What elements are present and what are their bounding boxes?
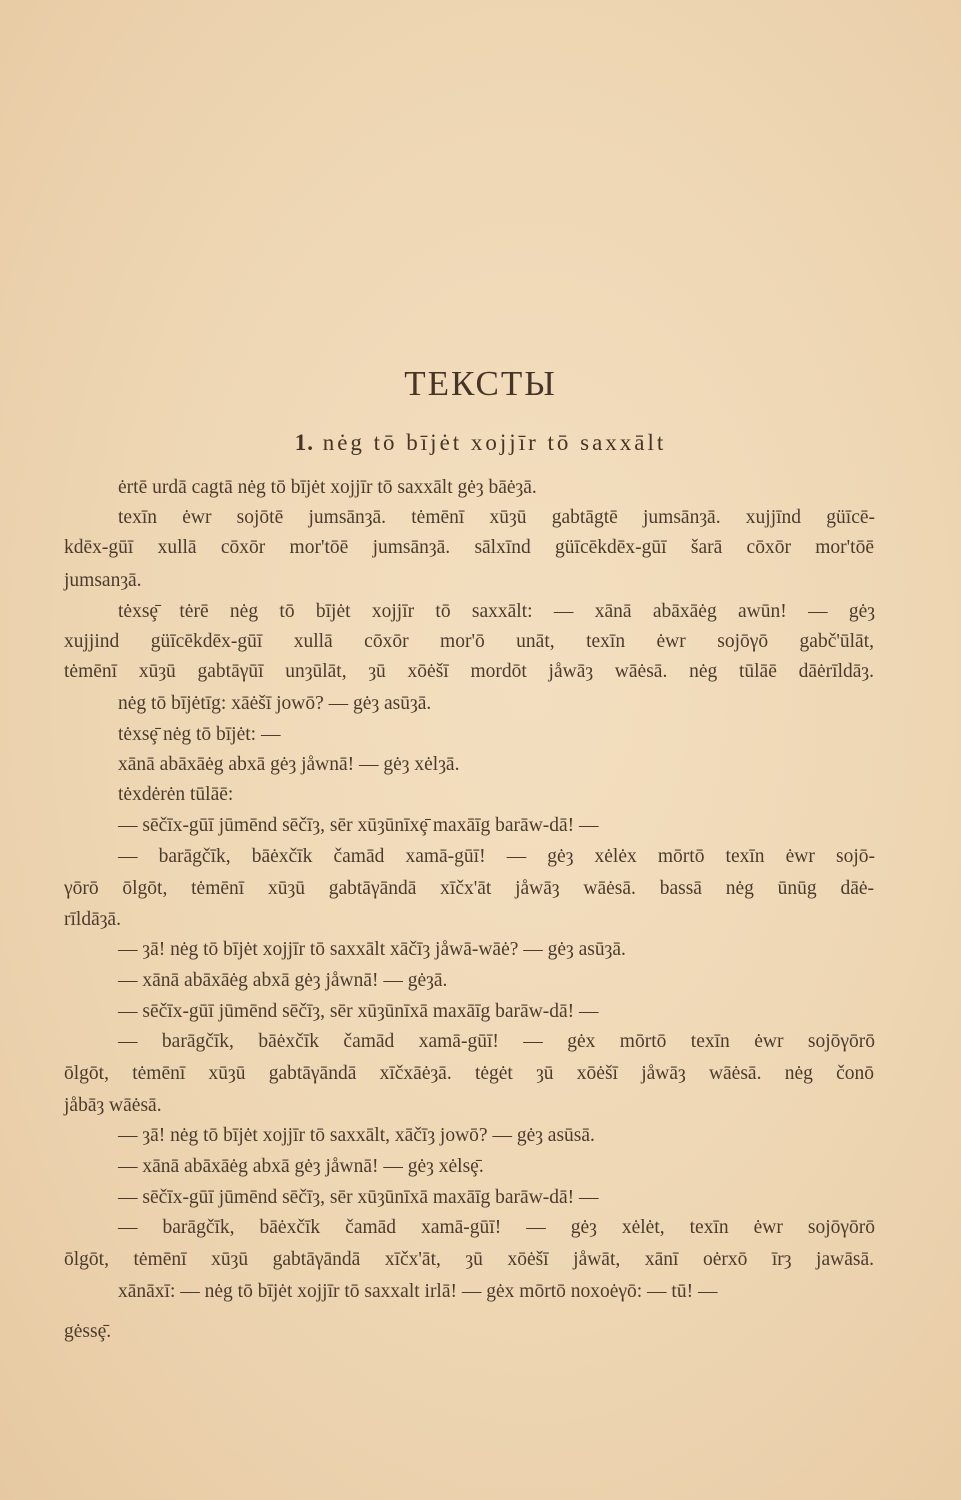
- text-line: xānā abāxāėg abxā gėȝ jåwnā! — gėȝ xėlȝā.: [118, 754, 460, 775]
- text-line: — xānā abāxāėg abxā gėȝ jåwnā! — gėȝ xėlsȩ̄.: [118, 1156, 484, 1177]
- text-line: — ȝā! nėg tō bījėt xojjīr tō saxxālt, xāčīȝ jowō? — gėȝ asūsā.: [118, 1125, 595, 1146]
- text-line: xānāxī: — nėg tō bījėt xojjīr tō saxxalt irlā! — gėx mōrtō noxoėγō: — tū! —: [118, 1281, 718, 1302]
- text-line: rīldāȝā.: [64, 909, 121, 930]
- text-line: texīn ėwr sojōtē jumsānȝā. tėmēnī xūȝū gabtāgtē jumsānȝā. xujjīnd güīcē-: [118, 507, 875, 528]
- text-line: xujjind güīcēkdēx-gūī xullā cōxōr mor'ō unāt, texīn ėwr sojōγō gabč'ūlāt,: [64, 631, 874, 652]
- text-line: tėmēnī xūȝū gabtāγūī unȝūlāt, ȝū xōėšī mordōt jåwāȝ wāėsā. nėg tūlāē dāėrīldāȝ.: [64, 661, 874, 682]
- text-line: — xānā abāxāėg abxā gėȝ jåwnā! — gėȝā.: [118, 970, 448, 991]
- text-line: — sēčīx-gūī jūmēnd sēčīȝ, sēr xūȝūnīxā maxāīg barāw-dā! —: [118, 1187, 599, 1208]
- text-line: jåbāȝ wāėsā.: [64, 1095, 162, 1116]
- text-line: γōrō ōlgōt, tėmēnī xūȝū gabtāγāndā xīčx'āt jåwāȝ wāėsā. bassā nėg ūnūg dāė-: [64, 878, 874, 899]
- text-line: nėg tō bījėtīg: xāėšī jowō? — gėȝ asūȝā.: [118, 693, 432, 714]
- text-line: tėxsȩ̄ tėrē nėg tō bījėt xojjīr tō saxxālt: — xānā abāxāėg awūn! — gėȝ: [118, 601, 875, 622]
- section-heading: [0, 430, 961, 456]
- text-line: — barāgčīk, bāėxčīk čamād xamā-gūī! — gėȝ xėlėt, texīn ėwr sojōγōrō: [118, 1217, 875, 1238]
- text-line: tėxsȩ̄ nėg tō bījėt: —: [118, 724, 281, 745]
- section-number: 1.: [294, 430, 314, 455]
- text-line: — sēčīx-gūī jūmēnd sēčīȝ, sēr xūȝūnīxā maxāīg barāw-dā! —: [118, 1001, 599, 1022]
- text-line: kdēx-gūī xullā cōxōr mor'tōē jumsānȝā. sālxīnd güīcēkdēx-gūī šarā cōxōr mor'tōē: [64, 537, 874, 558]
- text-line: — barāgčīk, bāėxčīk čamād xamā-gūī! — gėȝ xėlėx mōrtō texīn ėwr sojō-: [118, 846, 875, 867]
- text-line: ōlgōt, tėmēnī xūȝū gabtāγāndā xīčx'āt, ȝū xōėšī jåwāt, xānī oėrxō īrȝ jawāsā.: [64, 1249, 874, 1270]
- text-line: tėxdėrėn tūlāē:: [118, 784, 234, 805]
- text-line: — ȝā! nėg tō bījėt xojjīr tō saxxālt xāčīȝ jåwā-wāė? — gėȝ asūȝā.: [118, 939, 626, 960]
- text-line: — sēčīx-gūī jūmēnd sēčīȝ, sēr xūȝūnīxȩ̄ maxāīg barāw-dā! —: [118, 815, 599, 836]
- text-line: gėssȩ̄.: [64, 1321, 112, 1342]
- text-line: — barāgčīk, bāėxčīk čamād xamā-gūī! — gėx mōrtō texīn ėwr sojōγōrō: [118, 1031, 875, 1052]
- section-title: nėg tō bījėt xojjīr tō saxxālt: [322, 430, 667, 455]
- page-title: ТЕКСТЫ: [404, 364, 557, 403]
- text-line: jumsanȝā.: [64, 570, 142, 591]
- text-line: ōlgōt, tėmēnī xūȝū gabtāγāndā xīčxāėȝā. tėgėt ȝū xōėšī jåwāȝ wāėsā. nėg čonō: [64, 1063, 874, 1084]
- text-line: ėrtē urdā cagtā nėg tō bījėt xojjīr tō saxxālt gėȝ bāėȝā.: [118, 477, 537, 498]
